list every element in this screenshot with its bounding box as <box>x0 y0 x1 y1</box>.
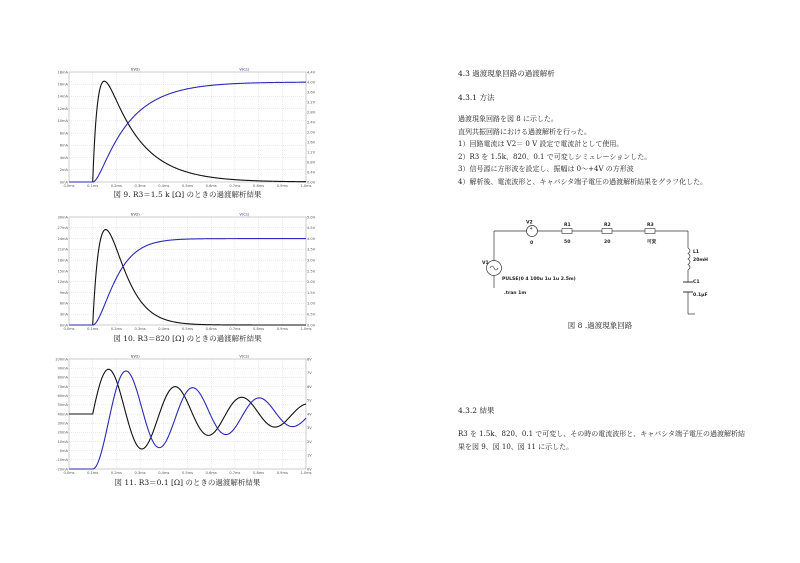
y-left-tick-label: 20mA <box>57 430 68 435</box>
x-tick-label: 0.0ms <box>63 471 75 475</box>
y-left-tick-label: 70mA <box>57 384 68 389</box>
y-left-tick-label: 0mA <box>59 323 68 328</box>
x-tick-label: 0.8ms <box>253 184 265 188</box>
y-left-tick-label: 9mA <box>59 290 68 295</box>
method-line: 1）回路電流は V2＝ 0 V 設定で電流計として使用。 <box>458 140 624 148</box>
x-tick-label: 1.0ms <box>300 327 312 331</box>
y-left-tick-label: 4mA <box>59 155 68 160</box>
y-right-tick-label: 0.4V <box>307 170 316 175</box>
x-tick-label: 0.6ms <box>205 471 217 475</box>
l1-label: L1 <box>693 250 700 255</box>
x-tick-label: 0.2ms <box>110 471 122 475</box>
legend-current: I(V2) <box>131 212 140 217</box>
method-line: 過渡現象回路を図 8 に示した。 <box>458 115 558 123</box>
y-right-tick-label: 5.0V <box>307 215 316 220</box>
section-heading: 4.3 過渡現象回路の過渡解析 <box>458 69 555 78</box>
y-right-tick-label: 3V <box>307 426 312 431</box>
y-left-tick-label: 30mA <box>57 421 68 426</box>
legend-voltage: V(C1) <box>239 354 250 359</box>
r1-label: R1 <box>564 223 571 228</box>
v2-source-icon <box>527 226 538 237</box>
x-tick-label: 0.8ms <box>253 471 265 475</box>
resistor-r1-icon <box>562 229 572 234</box>
y-right-tick-label: 0.5V <box>307 312 316 317</box>
y-right-tick-label: 2V <box>307 439 312 444</box>
l1-value: 20mH <box>693 258 709 263</box>
legend-current: I(V2) <box>131 354 140 359</box>
x-tick-label: 0.5ms <box>181 471 194 475</box>
chart-fig9 <box>55 65 320 190</box>
y-left-tick-label: 90mA <box>57 366 68 371</box>
y-left-tick-label: 0mA <box>59 180 68 185</box>
y-left-tick-label: 2mA <box>59 168 68 173</box>
c1-label: C1 <box>693 280 700 285</box>
chart-fig11 <box>55 352 320 477</box>
y-right-tick-label: 0.8V <box>307 160 316 165</box>
y-right-tick-label: 7V <box>307 371 312 376</box>
y-left-tick-label: -10mA <box>56 458 68 463</box>
y-left-tick-label: 40mA <box>57 412 68 417</box>
y-right-tick-label: 3.6V <box>307 90 316 95</box>
y-right-tick-label: 4.5V <box>307 226 316 231</box>
y-left-tick-label: 60mA <box>57 393 68 398</box>
r3-label: R3 <box>647 223 654 228</box>
y-left-tick-label: 10mA <box>57 119 68 124</box>
y-right-tick-label: 2.5V <box>307 269 316 274</box>
x-tick-label: 0.4ms <box>158 184 170 188</box>
y-right-tick-label: 5V <box>307 398 312 403</box>
y-right-tick-label: 1V <box>307 453 312 458</box>
y-right-tick-label: 2.0V <box>307 280 316 285</box>
y-left-tick-label: 21mA <box>57 247 68 252</box>
y-left-tick-label: 80mA <box>57 375 68 380</box>
inductor-l1-icon <box>688 248 690 270</box>
y-left-tick-label: 0mA <box>59 448 68 453</box>
y-right-tick-label: 3.5V <box>307 247 316 252</box>
y-left-tick-label: 27mA <box>57 226 68 231</box>
r3-value: 可変 <box>647 240 657 245</box>
y-left-tick-label: 10mA <box>57 439 68 444</box>
x-tick-label: 1.0ms <box>300 184 312 188</box>
circuit-schematic <box>480 218 720 318</box>
x-tick-label: 0.8ms <box>253 327 265 331</box>
y-right-tick-label: 4.0V <box>307 80 316 85</box>
x-tick-label: 0.7ms <box>229 184 241 188</box>
y-right-tick-label: 0.0V <box>307 323 316 328</box>
figure-10-caption: 図 10. R3＝820 [Ω] のときの過渡解析結果 <box>113 334 262 343</box>
y-right-tick-label: 2.0V <box>307 130 316 135</box>
x-tick-label: 0.3ms <box>134 184 146 188</box>
y-right-tick-label: 2.4V <box>307 120 316 125</box>
y-left-tick-label: 16mA <box>57 82 68 87</box>
x-tick-label: 0.1ms <box>87 327 99 331</box>
x-tick-label: 0.7ms <box>229 327 241 331</box>
method-line: 4）解析後、電流波形と、キャパシタ端子電圧の過渡解析結果をグラフ化した。 <box>458 177 708 186</box>
result-line: 果を図 9、図 10、図 11 に示した。 <box>458 442 574 451</box>
y-left-tick-label: 6mA <box>59 301 68 306</box>
legend-voltage: V(C1) <box>239 212 250 217</box>
figure-9-caption: 図 9. R3＝1.5 k [Ω] のときの過渡解析結果 <box>113 190 262 199</box>
x-tick-label: 0.5ms <box>181 184 194 188</box>
legend-current: I(V2) <box>131 67 140 72</box>
x-tick-label: 0.3ms <box>134 471 146 475</box>
method-paragraph <box>458 113 707 188</box>
svg-text:+: + <box>529 225 533 231</box>
x-tick-label: 0.9ms <box>276 184 288 188</box>
y-right-tick-label: 3.2V <box>307 100 316 105</box>
r1-value: 50 <box>564 240 571 245</box>
x-tick-label: 0.6ms <box>205 184 217 188</box>
x-tick-label: 0.2ms <box>110 184 122 188</box>
x-tick-label: 0.6ms <box>205 327 217 331</box>
v1-source-spec: PULSE(0 4 100u 1u 1u 2.5m) <box>502 277 576 282</box>
x-tick-label: 0.4ms <box>158 327 170 331</box>
y-left-tick-label: 100mA <box>55 357 68 362</box>
figure-11-plot <box>55 352 320 477</box>
y-right-tick-label: 6V <box>307 384 312 389</box>
subsection-result-heading: 4.3.2 結果 <box>458 406 495 415</box>
legend-voltage: V(C1) <box>239 67 250 72</box>
y-right-tick-label: 3.0V <box>307 258 316 263</box>
subsection-method-heading: 4.3.1 方法 <box>458 93 495 102</box>
y-right-tick-label: 0V <box>307 467 312 472</box>
figure-10-plot <box>55 210 320 333</box>
x-tick-label: 0.4ms <box>158 471 170 475</box>
x-tick-label: 0.9ms <box>276 471 288 475</box>
y-right-tick-label: 1.6V <box>307 140 316 145</box>
r2-value: 20 <box>604 240 611 245</box>
c1-value: 0.1μF <box>693 293 708 298</box>
x-tick-label: 0.0ms <box>63 184 75 188</box>
x-tick-label: 0.3ms <box>134 327 146 331</box>
x-tick-label: 0.7ms <box>229 471 241 475</box>
x-tick-label: 0.1ms <box>87 471 99 475</box>
y-left-tick-label: -20mA <box>56 467 68 472</box>
y-left-tick-label: 18mA <box>57 258 68 263</box>
v2-value: 0 <box>530 241 534 246</box>
resistor-r2-icon <box>602 229 612 234</box>
y-right-tick-label: 8V <box>307 357 312 362</box>
y-left-tick-label: 30mA <box>57 215 68 220</box>
y-left-tick-label: 50mA <box>57 403 68 408</box>
y-right-tick-label: 1.2V <box>307 150 316 155</box>
y-left-tick-label: 12mA <box>57 280 68 285</box>
y-right-tick-label: 1.0V <box>307 301 316 306</box>
figure-8-caption: 図 8 .過渡現象回路 <box>567 321 633 330</box>
y-left-tick-label: 18mA <box>57 70 68 75</box>
figure-9-plot <box>55 65 320 190</box>
figure-11-caption: 図 11. R3＝0.1 [Ω] のときの過渡解析結果 <box>114 478 261 487</box>
x-tick-label: 0.9ms <box>276 327 288 331</box>
y-right-tick-label: 2.8V <box>307 110 316 115</box>
x-tick-label: 0.2ms <box>110 327 122 331</box>
y-right-tick-label: 4.0V <box>307 236 316 241</box>
v2-label: V2 <box>526 220 533 226</box>
y-left-tick-label: 24mA <box>57 236 68 241</box>
y-left-tick-label: 15mA <box>57 269 68 274</box>
y-left-tick-label: 14mA <box>57 94 68 99</box>
y-right-tick-label: 4.4V <box>307 70 316 75</box>
capacitor-c1-icon <box>683 282 693 292</box>
x-tick-label: 0.5ms <box>181 327 194 331</box>
x-tick-label: 0.1ms <box>87 184 99 188</box>
result-line: R3 を 1.5k、820、0.1 で可変し、その時の電流波形と、キャパシタ端子電圧の過渡解析結 <box>458 430 745 438</box>
y-left-tick-label: 3mA <box>59 312 68 317</box>
y-left-tick-label: 12mA <box>57 106 68 111</box>
r2-label: R2 <box>604 223 611 228</box>
y-right-tick-label: 4V <box>307 412 312 417</box>
x-tick-label: 1.0ms <box>300 471 312 475</box>
circuit-diagram <box>480 218 720 318</box>
y-left-tick-label: 6mA <box>59 143 68 148</box>
method-line: 直列共振回路における過渡解析を行った。 <box>458 127 591 136</box>
resistor-r3-icon <box>645 229 655 234</box>
method-line: 3）信号源に方形波を設定し、振幅は 0～+4V の方形波 <box>458 165 634 173</box>
v1-label: V1 <box>482 261 489 266</box>
y-right-tick-label: 0.0V <box>307 180 316 185</box>
y-left-tick-label: 8mA <box>59 131 68 136</box>
chart-fig10 <box>55 210 320 333</box>
x-tick-label: 0.0ms <box>63 327 75 331</box>
tran-directive: .tran 1m <box>504 291 527 296</box>
method-line: 2）R3 を 1.5k、820、0.1 で可変しシミュレーションした。 <box>458 152 652 161</box>
result-paragraph <box>458 428 745 453</box>
y-right-tick-label: 1.5V <box>307 290 316 295</box>
